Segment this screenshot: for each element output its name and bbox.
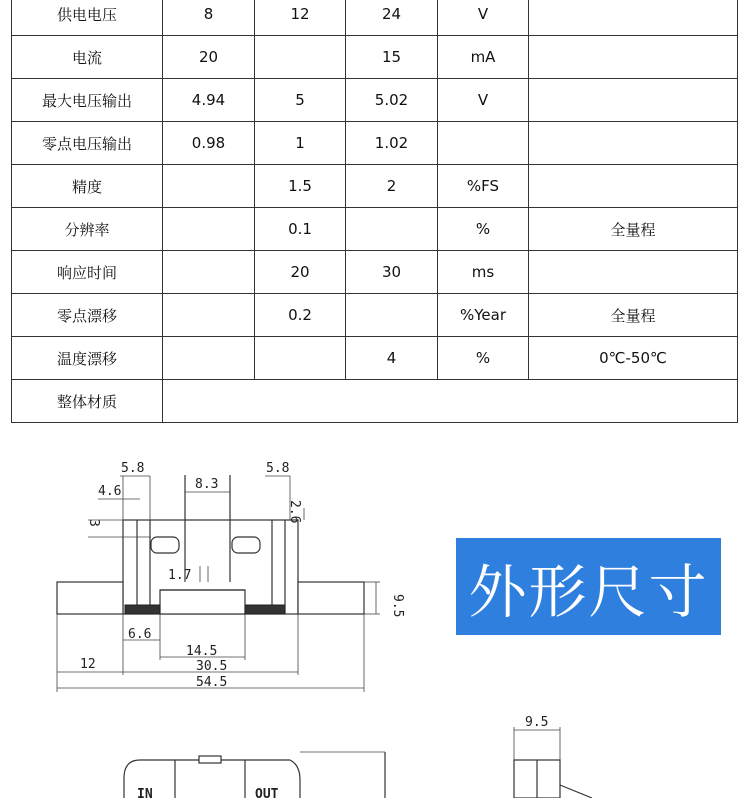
mounting-slot-left — [151, 537, 179, 553]
typ-value: 1 — [255, 122, 346, 165]
dim-9-5-side: 9.5 — [525, 715, 549, 730]
unit: % — [438, 337, 529, 380]
max-value: 2 — [346, 165, 438, 208]
dim-4-6: 4.6 — [98, 484, 122, 499]
param-name: 响应时间 — [12, 251, 163, 294]
param-name: 电流 — [12, 36, 163, 79]
side-view — [514, 727, 592, 798]
remark — [529, 0, 738, 36]
dim-5-8-right: 5.8 — [266, 461, 290, 476]
max-value: 5.02 — [346, 79, 438, 122]
unit: ms — [438, 251, 529, 294]
max-value: 24 — [346, 0, 438, 36]
remark — [529, 79, 738, 122]
typ-value: 0.2 — [255, 294, 346, 337]
unit: % — [438, 208, 529, 251]
min-value: 20 — [163, 36, 255, 79]
unit: %Year — [438, 294, 529, 337]
dim-3: 3 — [86, 519, 101, 527]
remark — [529, 165, 738, 208]
param-name: 零点电压输出 — [12, 122, 163, 165]
dim-1-7: 1.7 — [168, 568, 192, 583]
dim-54-5: 54.5 — [196, 675, 228, 690]
unit: %FS — [438, 165, 529, 208]
min-value — [163, 208, 255, 251]
param-name: 温度漂移 — [12, 337, 163, 380]
min-value: 8 — [163, 0, 255, 36]
param-name: 整体材质 — [12, 380, 163, 423]
min-value — [163, 165, 255, 208]
param-name: 精度 — [12, 165, 163, 208]
remark: 全量程 — [529, 294, 738, 337]
remark: 0℃-50℃ — [529, 337, 738, 380]
min-value: 4.94 — [163, 79, 255, 122]
param-name: 最大电压输出 — [12, 79, 163, 122]
left-flange — [57, 582, 123, 614]
typ-value: 5 — [255, 79, 346, 122]
table-row — [12, 337, 738, 380]
table-row — [12, 0, 738, 36]
dimensions-title: 外形尺寸 — [468, 557, 709, 626]
typ-value: 20 — [255, 251, 346, 294]
typ-value — [255, 36, 346, 79]
material-value — [163, 380, 738, 423]
dim-14-5: 14.5 — [186, 644, 218, 659]
unit: V — [438, 79, 529, 122]
dim-30-5: 30.5 — [196, 659, 228, 674]
in-label: IN — [137, 787, 153, 798]
spec-table — [11, 0, 738, 423]
max-value: 4 — [346, 337, 438, 380]
typ-value — [255, 337, 346, 380]
table-row — [12, 208, 738, 251]
dim-5-8-left: 5.8 — [121, 461, 145, 476]
unit: V — [438, 0, 529, 36]
min-value — [163, 337, 255, 380]
dim-8-3: 8.3 — [195, 477, 219, 492]
typ-value: 0.1 — [255, 208, 346, 251]
table-row — [12, 79, 738, 122]
dim-12: 12 — [80, 657, 96, 672]
remark — [529, 36, 738, 79]
table-row — [12, 122, 738, 165]
bottom-tab — [160, 590, 245, 614]
out-label: OUT — [255, 787, 279, 798]
typ-value: 1.5 — [255, 165, 346, 208]
param-name: 零点漂移 — [12, 294, 163, 337]
max-value: 15 — [346, 36, 438, 79]
remark — [529, 251, 738, 294]
table-row — [12, 294, 738, 337]
max-value — [346, 208, 438, 251]
remark — [529, 122, 738, 165]
unit: mA — [438, 36, 529, 79]
dim-6-6: 6.6 — [128, 627, 152, 642]
max-value — [346, 294, 438, 337]
dim-2-6: 2.6 — [287, 500, 302, 524]
min-value — [163, 251, 255, 294]
dimensions-title-badge — [456, 538, 721, 635]
param-name: 供电电压 — [12, 0, 163, 36]
min-value — [163, 294, 255, 337]
mounting-slot-right — [232, 537, 260, 553]
typ-value: 12 — [255, 0, 346, 36]
max-value: 30 — [346, 251, 438, 294]
table-row — [12, 36, 738, 79]
dim-9-5-right: 9.5 — [390, 594, 405, 618]
param-name: 分辨率 — [12, 208, 163, 251]
table-row — [12, 165, 738, 208]
min-value: 0.98 — [163, 122, 255, 165]
table-row — [12, 380, 738, 423]
table-row — [12, 251, 738, 294]
remark: 全量程 — [529, 208, 738, 251]
max-value: 1.02 — [346, 122, 438, 165]
unit — [438, 122, 529, 165]
right-flange — [298, 582, 364, 614]
